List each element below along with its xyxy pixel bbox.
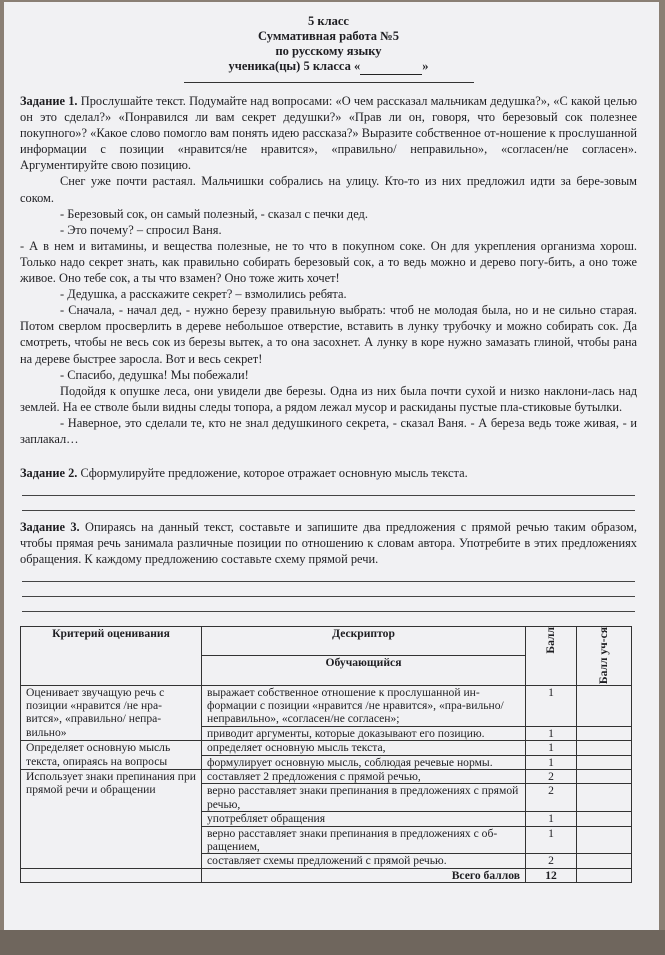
task2-instruction — [20, 465, 637, 481]
total-row — [21, 868, 632, 882]
story-paragraph: Снег уже почти растаял. Мальчишки собрались на улицу. Кто-то из них предложил идти за бере-зовым соком. — [20, 174, 637, 205]
student-prefix: ученика(цы) 5 класса « — [228, 59, 361, 73]
class-letter-blank[interactable] — [360, 59, 422, 75]
descriptor-cell: определяет основную мысль текста, — [202, 741, 526, 755]
work-title: Суммативная работа №5 — [258, 29, 399, 43]
story-paragraph: - Березовый сок, он самый полезный, - сказал с печки дед. — [60, 206, 368, 221]
grade-heading: 5 класс — [308, 14, 349, 28]
answer-line[interactable] — [22, 567, 635, 582]
student-score-cell[interactable] — [577, 826, 632, 854]
table-surface — [0, 930, 665, 955]
task3-instruction-text: Опираясь на данный текст, составьте и запишите два предложения с прямой речью таким образом, чтобы прямая речь занимала различные позиции по отношению к словам автора. Употребите в этих предложениях обращения. К каждому предложению составьте схему прямой речи. — [20, 520, 637, 567]
criterion-header: Критерий оценивания — [21, 627, 202, 685]
descriptor-cell: выражает собственное отношение к прослушанной ин-формации с позиции «нравится /не нравится», «пра-вильно/ неправильно», «согласен/не согласен»; — [202, 685, 526, 726]
student-score-cell[interactable] — [577, 741, 632, 755]
score-cell: 1 — [526, 755, 577, 769]
score-cell: 1 — [526, 812, 577, 826]
descriptor-cell: верно расставляет знаки препинания в предложениях с прямой речью, — [202, 784, 526, 812]
score-cell: 1 — [526, 726, 577, 740]
story-paragraph: - А в нем и витамины, и вещества полезные, не то что в покупном соке. Он для укрепления организма хорош. Только надо секрет знать, как правильно собирать березовый сок, а то ведь можно и дерево погу-бить, а оно тоже живое. Оно тебе сок, а ты что взамен? Оно тоже жить хочет! — [20, 238, 637, 286]
descriptor-cell: верно расставляет знаки препинания в предложениях с об-ращением, — [202, 826, 526, 854]
descriptor-header: Дескриптор — [202, 627, 526, 656]
table-row — [21, 769, 632, 783]
student-score-cell[interactable] — [577, 784, 632, 812]
task2-label: Задание 2. — [20, 466, 78, 481]
score-cell: 2 — [526, 854, 577, 868]
score-cell: 1 — [526, 685, 577, 726]
story-paragraph: - Спасибо, дедушка! Мы побежали! — [60, 367, 249, 382]
total-label: Всего баллов — [202, 868, 526, 882]
score-cell: 1 — [526, 741, 577, 755]
criterion-cell: Оценивает звучащую речь с позиции «нравится /не нра-вится», «правильно/ непра-вильно» — [21, 685, 202, 741]
story-paragraph: - Это почему? – спросил Ваня. — [60, 222, 222, 237]
student-score-header: Балл уч-ся — [577, 627, 632, 685]
answer-line[interactable] — [22, 597, 635, 612]
subject-heading: по русскому языку — [275, 44, 382, 58]
score-cell: 2 — [526, 769, 577, 783]
student-name-line[interactable] — [184, 81, 474, 83]
criterion-cell: Определяет основную мысль текста, опираясь на вопросы — [21, 741, 202, 770]
student-score-cell[interactable] — [577, 755, 632, 769]
score-cell: 1 — [526, 826, 577, 854]
student-score-cell[interactable] — [577, 726, 632, 740]
student-suffix: » — [422, 59, 429, 73]
story-paragraph: Подойдя к опушке леса, они увидели две березы. Одна из них была почти сухой и низко наклони-лась над землей. На ее стволе были видны следы топора, а рядом лежал мусор и раскиданы пустые пла-стиковые бутылки. — [20, 383, 637, 414]
student-line — [20, 59, 637, 75]
score-header: Балл — [526, 627, 577, 685]
answer-line[interactable] — [22, 481, 635, 496]
task1-instruction — [20, 93, 637, 173]
task1-instruction-text: Прослушайте текст. Подумайте над вопросами: «О чем рассказал мальчикам дедушка?», «С какой целью он это сделал?» «Понравился ли вам секрет дедушки?» «Прав ли он, говоря, что березовый сок полезнее покупного»? «Какое слово помогло вам понять идею рассказа?» Выразите собственное от-ношение к прослушанной информации с позиции «нравится/не нравится», «правильно/ неправильно», «согласен/не согласен». Аргументируйте свою позицию. — [20, 94, 637, 173]
story-paragraph: - Сначала, - начал дед, - нужно березу правильную выбрать: чтоб не молодая была, но и не сильно старая. Потом сверлом просверлить в дереве небольшое отверстие, вставить в лунку трубочку и можно собирать сок. Да смотреть, чтобы не весь сок из березы вытек, а то она засохнет. А лунку в коре нужно замазать глиной, чтобы рана на дереве быстрее заросла. Вот и весь секрет! — [20, 303, 637, 366]
story-paragraph: - Наверное, это сделали те, кто не знал дедушкиного секрета, - сказал Ваня. - А береза ведь тоже живая, - и заплакал… — [20, 415, 637, 446]
table-row — [21, 685, 632, 726]
student-total-cell[interactable] — [577, 868, 632, 882]
student-score-cell[interactable] — [577, 812, 632, 826]
story-paragraph: - Дедушка, а расскажите секрет? – взмолились ребята. — [60, 287, 347, 302]
student-score-cell[interactable] — [577, 769, 632, 783]
descriptor-cell: приводит аргументы, которые доказывают его позицию. — [202, 726, 526, 740]
total-value: 12 — [526, 868, 577, 882]
descriptor-cell: формулирует основную мысль, соблюдая речевые нормы. — [202, 755, 526, 769]
table-row — [21, 741, 632, 755]
worksheet-page — [4, 2, 659, 930]
criterion-cell: Использует знаки препинания при прямой речи и обращении — [21, 769, 202, 868]
assessment-table — [20, 626, 632, 883]
descriptor-subheader: Обучающийся — [202, 656, 526, 685]
student-score-cell[interactable] — [577, 854, 632, 868]
task3-instruction — [20, 519, 637, 567]
answer-line[interactable] — [22, 496, 635, 511]
descriptor-cell: употребляет обращения — [202, 812, 526, 826]
task1-label: Задание 1. — [20, 94, 78, 108]
task3-label: Задание 3. — [20, 520, 80, 535]
descriptor-cell: составляет 2 предложения с прямой речью, — [202, 769, 526, 783]
task2-instruction-text: Сформулируйте предложение, которое отражает основную мысль текста. — [80, 466, 468, 481]
student-score-cell[interactable] — [577, 685, 632, 726]
answer-line[interactable] — [22, 582, 635, 597]
score-cell: 2 — [526, 784, 577, 812]
descriptor-cell: составляет схемы предложений с прямой речью. — [202, 854, 526, 868]
